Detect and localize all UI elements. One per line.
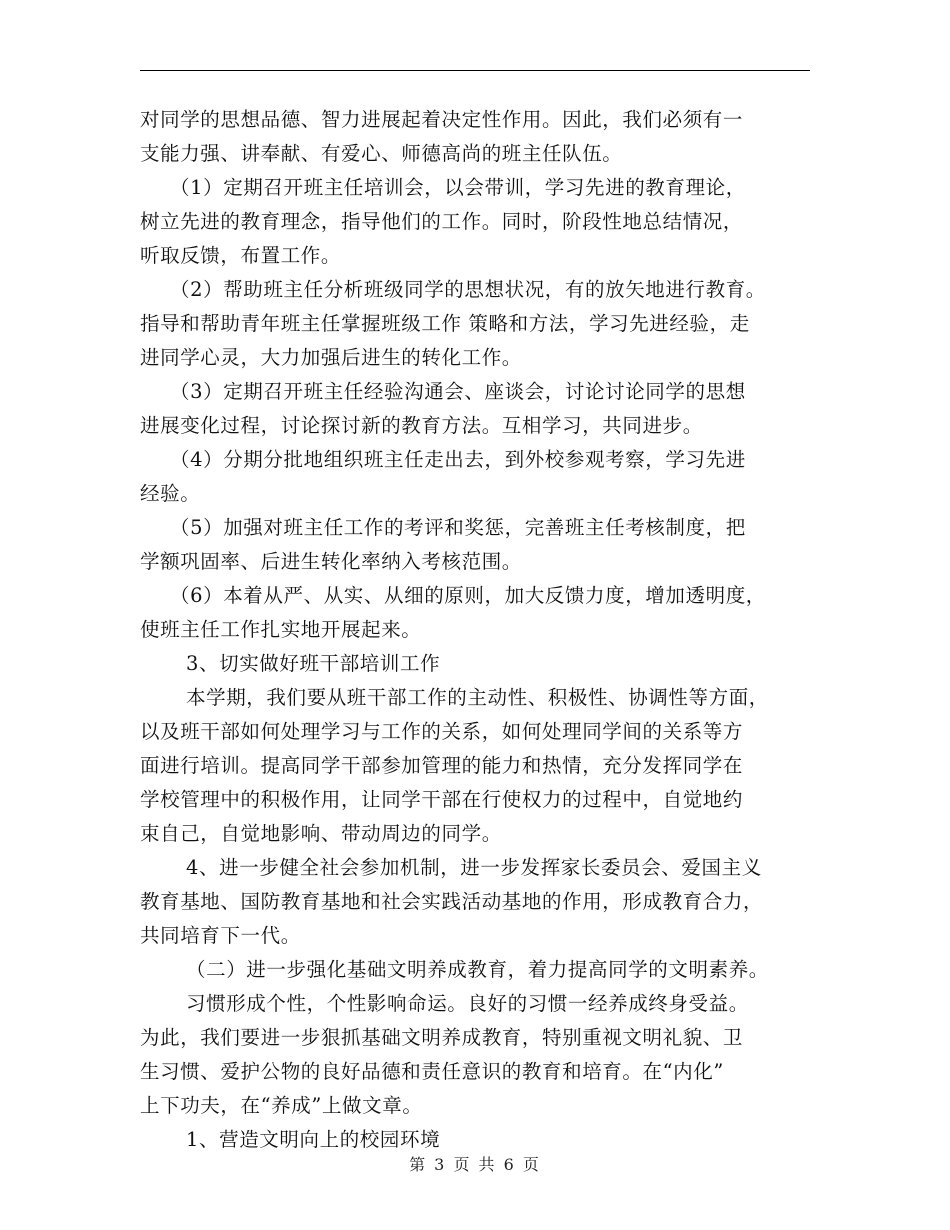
text-line: （5）加强对班主任工作的考评和奖惩，完善班主任考核制度，把	[170, 516, 746, 539]
text-line: 进同学心灵，大力加强后进生的转化工作。	[140, 346, 522, 369]
section-heading: 1、营造文明向上的校园环境	[186, 1128, 441, 1151]
text-line: 经验。	[140, 482, 201, 505]
text-line: （3）定期召开班主任经验沟通会、座谈会，讨论讨论同学的思想	[170, 380, 746, 403]
text-line: 进展变化过程，讨论探讨新的教育方法。互相学习，共同进步。	[140, 414, 703, 437]
text-line: （2）帮助班主任分析班级同学的思想状况，有的放矢地进行教育。	[170, 278, 766, 301]
text-line: 使班主任工作扎实地开展起来。	[140, 618, 422, 641]
text-line: 树立先进的教育理念，指导他们的工作。同时，阶段性地总结情况，	[140, 210, 744, 233]
text-line: 以及班干部如何处理学习与工作的关系，如何处理同学间的关系等方	[140, 720, 744, 743]
text-line: 支能力强、讲奉献、有爱心、师德高尚的班主任队伍。	[140, 142, 623, 165]
text-line: 面进行培训。提高同学干部参加管理的能力和热情，充分发挥同学在	[140, 754, 744, 777]
text-line: （1）定期召开班主任培训会，以会带训，学习先进的教育理论，	[170, 176, 746, 199]
section-heading: 4、进一步健全社会参加机制，进一步发挥家长委员会、爱国主义	[186, 856, 762, 879]
document-body	[140, 103, 820, 1157]
text-line: 本学期，我们要从班干部工作的主动性、积极性、协调性等方面，	[186, 686, 769, 709]
text-line: 共同培育下一代。	[140, 924, 301, 947]
text-line: 生习惯、爱护公物的良好品德和责任意识的教育和培育。在“内化”	[140, 1060, 724, 1083]
header-rule	[140, 70, 810, 71]
text-line: 听取反馈，布置工作。	[140, 244, 342, 267]
text-line: 学额巩固率、后进生转化率纳入考核范围。	[140, 550, 522, 573]
text-line: 束自己，自觉地影响、带动周边的同学。	[140, 822, 502, 845]
section-heading: 3、切实做好班干部培训工作	[186, 652, 441, 675]
text-line: 上下功夫，在“养成”上做文章。	[140, 1094, 423, 1117]
text-line: 为此，我们要进一步狠抓基础文明养成教育，特别重视文明礼貌、卫	[140, 1026, 744, 1049]
text-line: （4）分期分批地组织班主任走出去，到外校参观考察，学习先进	[170, 448, 746, 471]
page-number-label: 第 3 页 共 6 页	[409, 1155, 541, 1174]
text-line: 学校管理中的积极作用，让同学干部在行使权力的过程中，自觉地约	[140, 788, 744, 811]
text-line: 教育基地、国防教育基地和社会实践活动基地的作用，形成教育合力，	[140, 890, 764, 913]
text-line: 对同学的思想品德、智力进展起着决定性作用。因此，我们必须有一	[140, 108, 744, 131]
section-heading: （二）进一步强化基础文明养成教育，着力提高同学的文明素养。	[186, 958, 769, 981]
text-line: （6）本着从严、从实、从细的原则，加大反馈力度，增加透明度，	[170, 584, 766, 607]
page-footer	[0, 1152, 950, 1175]
text-line: 指导和帮助青年班主任掌握班级工作 策略和方法，学习先进经验，走	[140, 312, 750, 335]
text-line: 习惯形成个性，个性影响命运。良好的习惯一经养成终身受益。	[186, 992, 749, 1015]
